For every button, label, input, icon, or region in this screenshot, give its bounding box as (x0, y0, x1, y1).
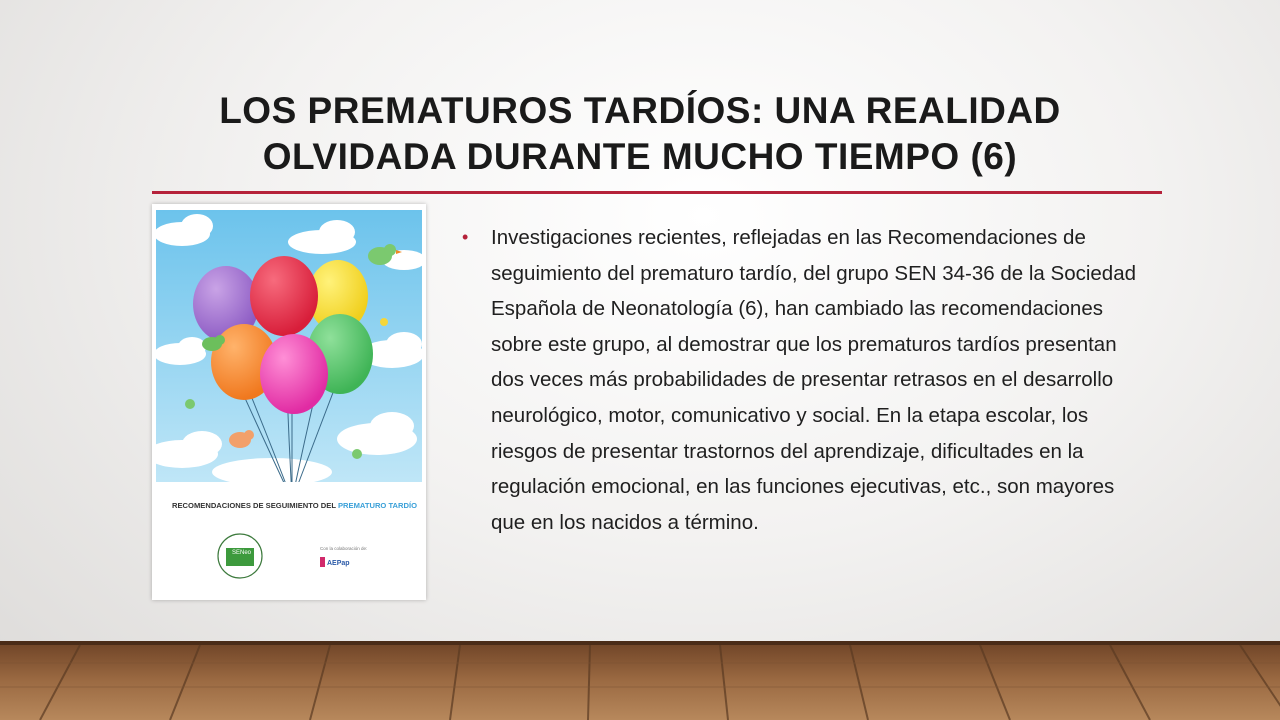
wooden-floor (0, 641, 1280, 720)
book-cover-illustration (152, 204, 426, 600)
cover-heading-highlight: PREMATURO TARDÍO (337, 501, 417, 510)
pink-balloon (260, 334, 328, 414)
title-underline (152, 191, 1162, 194)
aepap-logo-text: AEPap (327, 560, 350, 567)
slide-title (120, 88, 1160, 180)
red-balloon (250, 256, 318, 336)
book-cover-image (152, 204, 426, 600)
slide-title-line-2: OLVIDADA DURANTE MUCHO TIEMPO (6) (262, 136, 1018, 177)
bullet-item (462, 220, 1152, 540)
slide-title-line-1: LOS PREMATUROS TARDÍOS: UNA REALIDAD (219, 90, 1061, 131)
cover-heading (172, 501, 417, 510)
seneo-logo-text: SENeo (232, 550, 252, 556)
bullet-marker: • (462, 227, 469, 247)
bullet-text: Investigaciones recientes, reflejadas en las Recomendaciones de seguimiento del prematuro tardío, del grupo SEN 34-36 de la Sociedad Española de Neonatología (6), han cambiado las recomendaciones sobre este grupo, al demostrar que los prematuros tardíos presentan dos veces más probabilidades de presentar retrasos en el desarrollo neurológico, motor, comunicativo y social. En la etapa escolar, los riesgos de presentar trastornos del aprendizaje, dificultades en la regulación emocional, en las funciones ejecutivas, etc., son mayores que en los nacidos a término. (491, 226, 1137, 534)
bullet-list (462, 220, 1152, 540)
collab-label: Con la colaboración de: (320, 546, 368, 551)
cover-heading-prefix: RECOMENDACIONES DE SEGUIMIENTO DEL (172, 501, 338, 510)
